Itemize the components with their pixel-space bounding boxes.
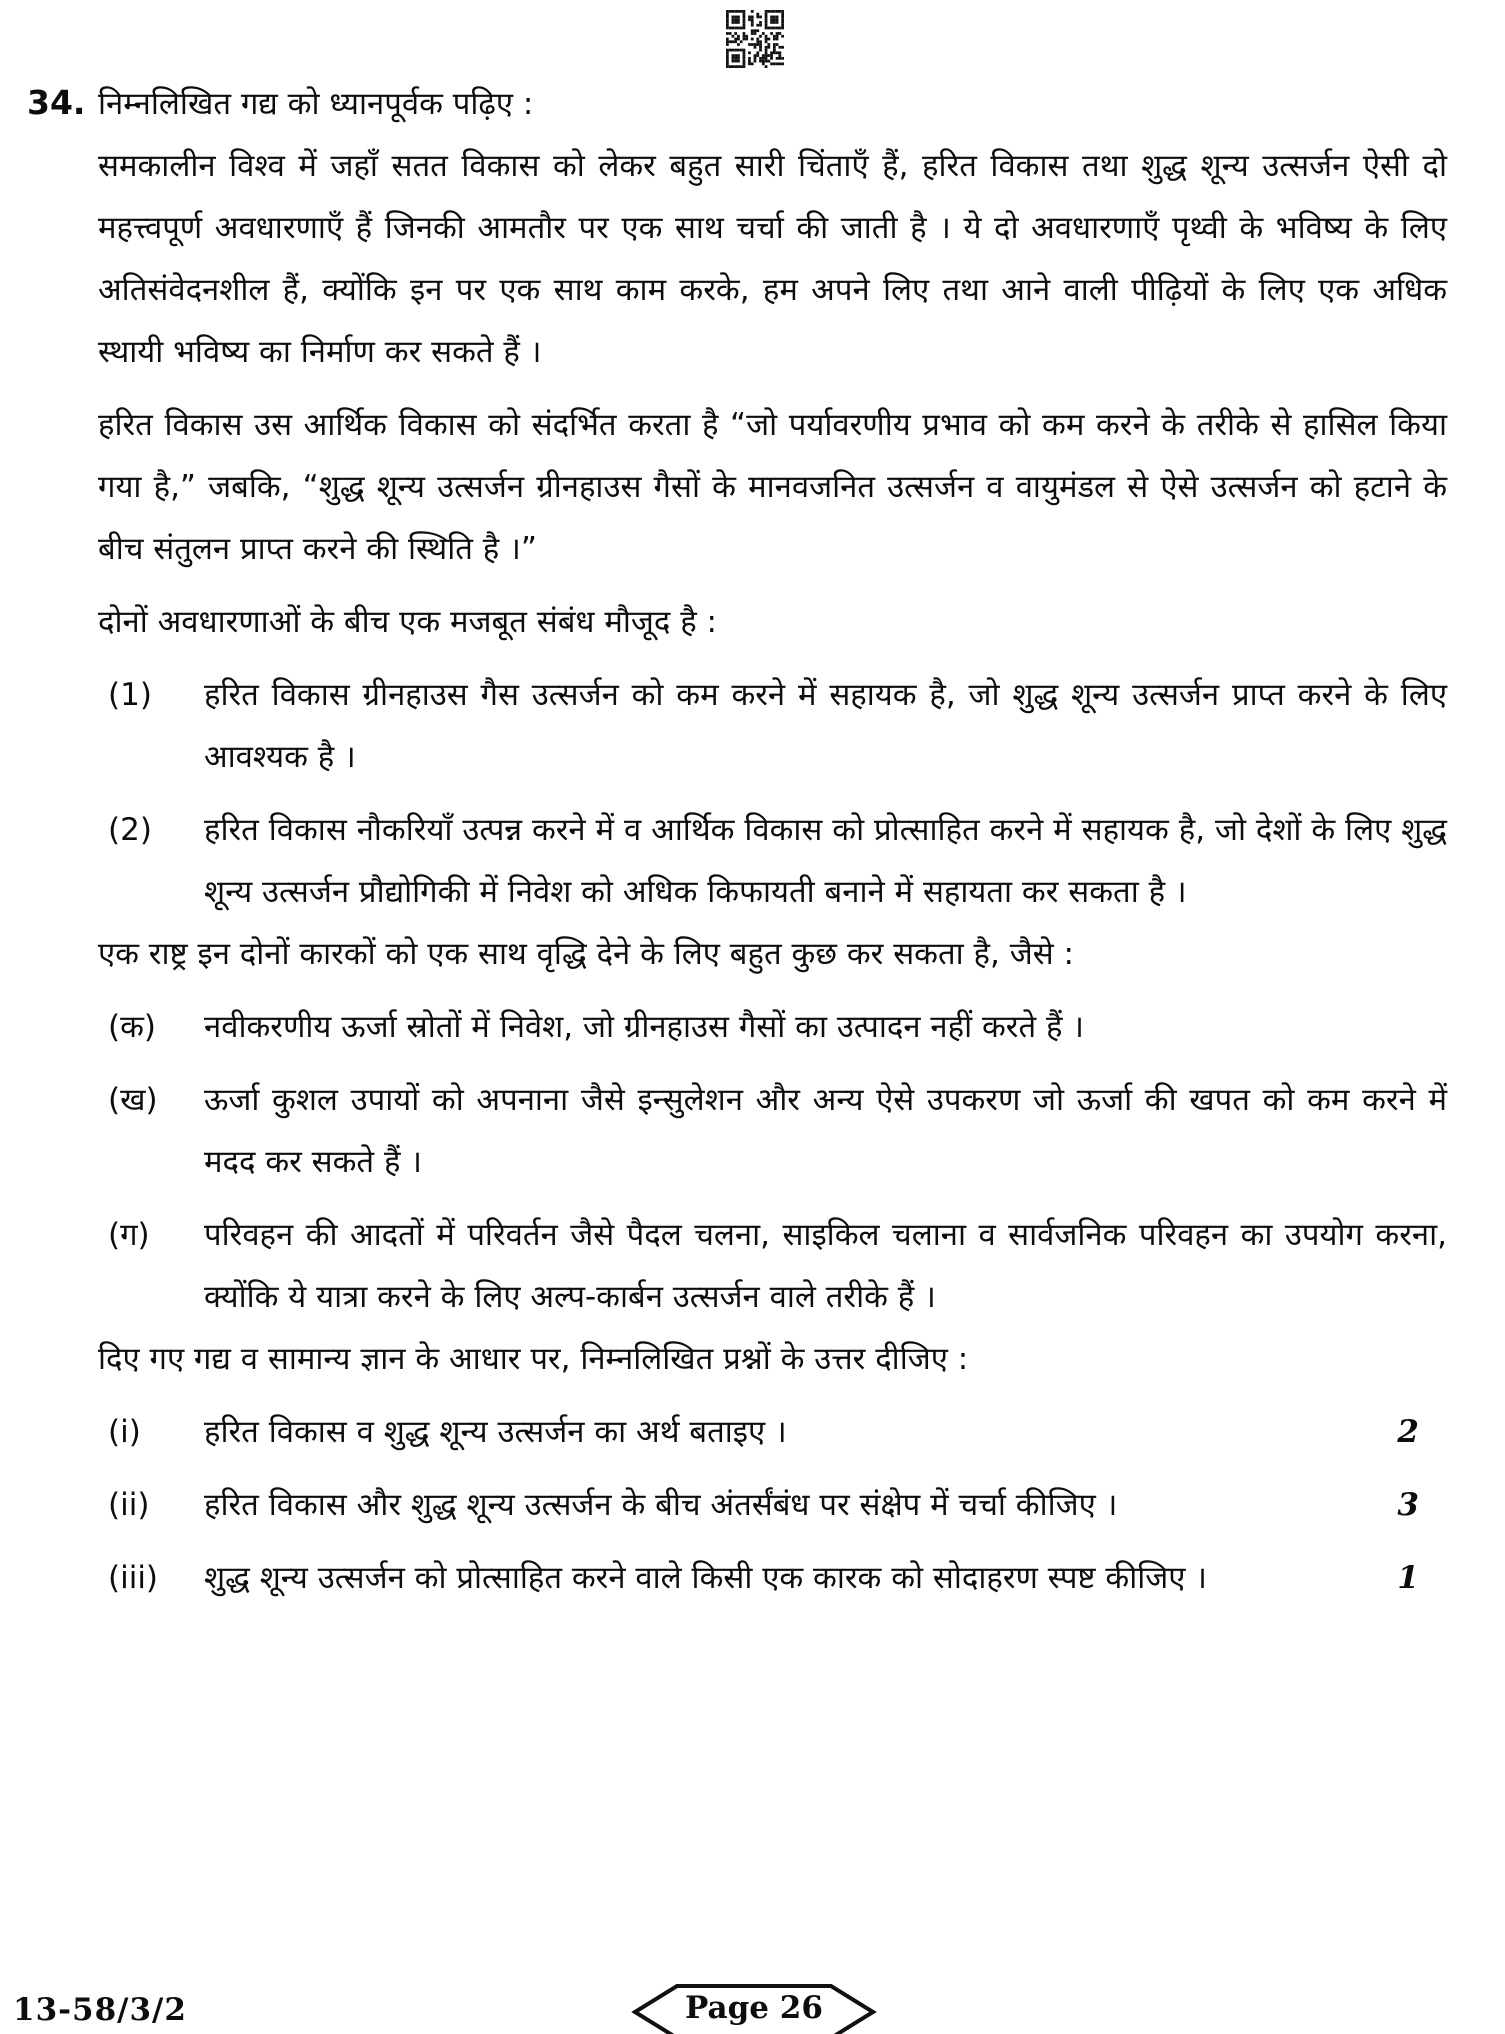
lead-in-paragraph: एक राष्ट्र इन दोनों कारकों को एक साथ वृद्धि देने के लिए बहुत कुछ कर सकता है, जैसे : xyxy=(98,936,1074,972)
questions-intro-paragraph: दिए गए गद्य व सामान्य ज्ञान के आधार पर, निम्नलिखित प्रश्नों के उत्तर दीजिए : xyxy=(98,1341,969,1377)
sub-question-text: हरित विकास व शुद्ध शून्य उत्सर्जन का अर्थ बताइए । xyxy=(204,1414,787,1450)
sub-question xyxy=(98,1474,1447,1536)
passage-paragraph: समकालीन विश्व में जहाँ सतत विकास को लेकर बहुत सारी चिंताएँ हैं, हरित विकास तथा शुद्ध शून्य उत्सर्जन ऐसी दो महत्त्वपूर्ण अवधारणाएँ हैं जिनकी आमतौर पर एक साथ चर्चा की जाती है । ये दो अवधारणाएँ पृथ्वी के भविष्य के लिए अतिसंवेदनशील हैं, क्योंकि इन पर एक साथ काम करके, हम अपने लिए तथा आने वाली पीढ़ियों के लिए एक अधिक स्थायी भविष्य का निर्माण कर सकते हैं । xyxy=(98,148,1447,370)
list-marker: (ग) xyxy=(108,1217,150,1253)
question-header xyxy=(0,72,1505,1609)
list-item-text: नवीकरणीय ऊर्जा स्रोतों में निवेश, जो ग्रीनहाउस गैसों का उत्पादन नहीं करते हैं । xyxy=(204,1009,1085,1045)
list-item-text: परिवहन की आदतों में परिवर्तन जैसे पैदल चलना, साइकिल चलाना व सार्वजनिक परिवहन का उपयोग करना, क्योंकि ये यात्रा करने के लिए अल्प-कार्बन उत्सर्जन वाले तरीके हैं । xyxy=(204,1217,1447,1315)
marks-value: 2 xyxy=(1397,1414,1419,1450)
lettered-point xyxy=(98,996,1447,1058)
list-item-text: हरित विकास ग्रीनहाउस गैस उत्सर्जन को कम करने में सहायक है, जो शुद्ध शून्य उत्सर्जन प्राप्त करने के लिए आवश्यक है । xyxy=(204,677,1447,775)
numbered-point xyxy=(98,664,1447,788)
page-number-badge xyxy=(631,1984,877,2034)
question-block xyxy=(0,72,1505,1609)
lettered-point xyxy=(98,1069,1447,1193)
list-item-text: हरित विकास नौकरियाँ उत्पन्न करने में व आर्थिक विकास को प्रोत्साहित करने में सहायक है, जो देशों के लिए शुद्ध शून्य उत्सर्जन प्रौद्योगिकी में निवेश को अधिक किफायती बनाने में सहायता कर सकता है । xyxy=(204,812,1447,910)
passage xyxy=(98,135,1447,1609)
sub-question xyxy=(98,1547,1447,1609)
sub-question-text: शुद्ध शून्य उत्सर्जन को प्रोत्साहित करने वाले किसी एक कारक को सोदाहरण स्पष्ट कीजिए । xyxy=(204,1560,1208,1596)
list-marker: (2) xyxy=(108,812,152,848)
marks-value: 3 xyxy=(1397,1487,1419,1523)
page-number-label: Page 26 xyxy=(685,1990,823,2026)
list-item-text: ऊर्जा कुशल उपायों को अपनाना जैसे इन्सुलेशन और अन्य ऐसे उपकरण जो ऊर्जा की खपत को कम करने में मदद कर सकते हैं । xyxy=(204,1082,1447,1180)
passage-paragraph: हरित विकास उस आर्थिक विकास को संदर्भित करता है “जो पर्यावरणीय प्रभाव को कम करने के तरीके से हासिल किया गया है,” जबकि, “शुद्ध शून्य उत्सर्जन ग्रीनहाउस गैसों के मानवजनित उत्सर्जन व वायुमंडल से ऐसे उत्सर्जन को हटाने के बीच संतुलन प्राप्त करने की स्थिति है ।” xyxy=(98,407,1447,567)
list-marker: (1) xyxy=(108,677,152,713)
list-marker: (ii) xyxy=(108,1487,150,1523)
sub-question-text: हरित विकास और शुद्ध शून्य उत्सर्जन के बीच अंतर्संबंध पर संक्षेप में चर्चा कीजिए । xyxy=(204,1487,1118,1523)
marks-value: 1 xyxy=(1397,1560,1419,1596)
question-instruction: निम्नलिखित गद्य को ध्यानपूर्वक पढ़िए : xyxy=(98,86,534,122)
list-marker: (क) xyxy=(108,1009,156,1045)
footer-paper-code: 13-58/3/2 xyxy=(13,1992,187,2028)
lettered-point xyxy=(98,1204,1447,1328)
question-number: 34. xyxy=(27,83,86,122)
sub-question xyxy=(98,1401,1447,1463)
list-marker: (i) xyxy=(108,1414,141,1450)
qr-code-icon xyxy=(726,8,784,70)
passage-paragraph: दोनों अवधारणाओं के बीच एक मजबूत संबंध मौजूद है : xyxy=(98,604,717,640)
list-marker: (ख) xyxy=(108,1082,158,1118)
list-marker: (iii) xyxy=(108,1560,159,1596)
numbered-point xyxy=(98,799,1447,923)
